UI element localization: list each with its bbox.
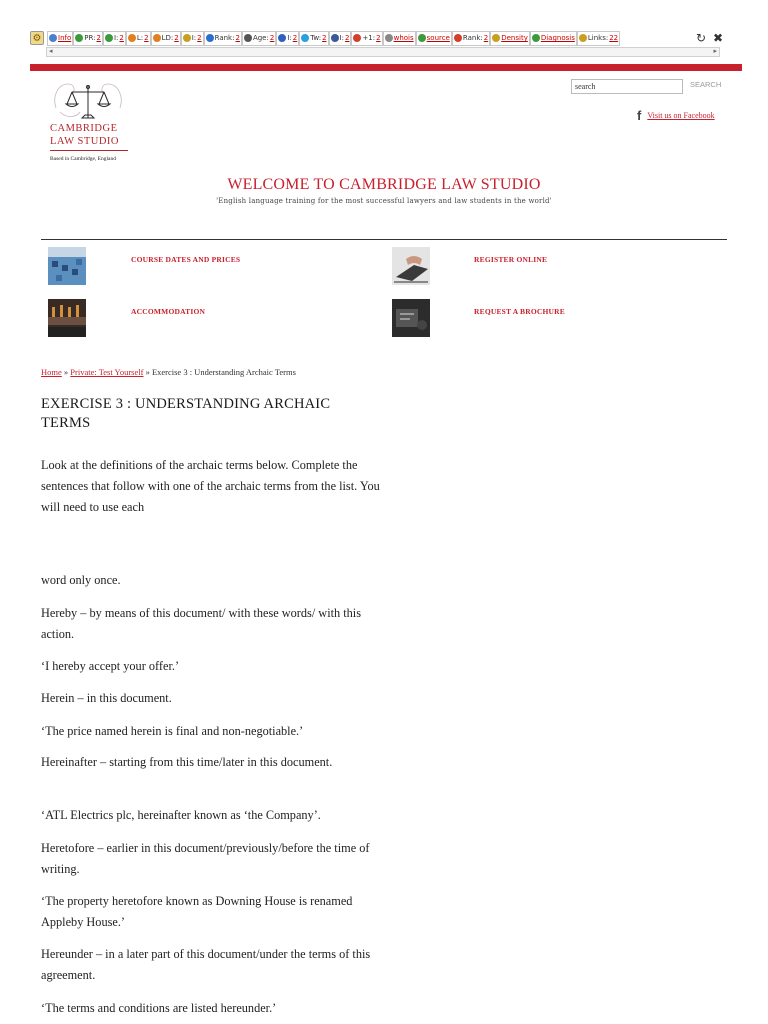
seo-metric-label: Age:: [252, 34, 269, 42]
seo-metric-value[interactable]: 2: [235, 34, 240, 42]
search-input[interactable]: [571, 79, 683, 94]
seo-toolbar-item[interactable]: [73, 31, 103, 46]
seo-metric-icon: [353, 34, 361, 42]
top-accent-bar: [30, 64, 742, 71]
seo-metric-icon: [183, 34, 191, 42]
register-online-thumbnail[interactable]: [392, 247, 430, 285]
article-paragraph: ‘The property heretofore known as Downing House is renamed Appleby House.’: [41, 894, 353, 929]
seo-metric-icon: [385, 34, 393, 42]
seo-toolbar-item[interactable]: [383, 31, 416, 46]
seo-toolbar-item[interactable]: [181, 31, 204, 46]
seo-metric-value[interactable]: 2: [174, 34, 179, 42]
settings-gear-icon[interactable]: ⚙: [30, 31, 44, 45]
brochure-thumbnail[interactable]: [392, 299, 430, 337]
seo-metric-icon: [75, 34, 83, 42]
seo-metric-icon: [244, 34, 252, 42]
logo-line1: CAMBRIDGE: [50, 123, 118, 134]
search-button[interactable]: SEARCH: [690, 80, 722, 89]
breadcrumb-separator: »: [61, 367, 71, 377]
seo-metric-icon: [278, 34, 286, 42]
logo-wordmark: [50, 122, 119, 148]
seo-metric-value[interactable]: 2: [344, 34, 350, 42]
seo-metric-value[interactable]: 2: [322, 34, 327, 42]
seo-toolbar-item[interactable]: [452, 31, 490, 46]
seo-toolbar-item[interactable]: [329, 31, 352, 46]
seo-toolbar-item[interactable]: [151, 31, 181, 46]
seo-metric-label: Rank:: [214, 34, 235, 42]
seo-metric-value[interactable]: 2: [144, 34, 149, 42]
seo-metric-value[interactable]: 2: [269, 34, 275, 42]
seo-toolbar-item[interactable]: [103, 31, 126, 46]
seo-metric-label: Links:: [587, 34, 609, 42]
breadcrumb: [41, 367, 296, 377]
logo-divider: [50, 150, 128, 151]
accommodation-thumbnail[interactable]: [48, 299, 86, 337]
facebook-link[interactable]: Visit us on Facebook: [647, 111, 715, 120]
seo-toolbar-item[interactable]: [416, 31, 452, 46]
seo-metric-icon: [492, 34, 500, 42]
toolbar-scrollbar[interactable]: [46, 47, 720, 57]
seo-metric-label: I:: [191, 34, 197, 42]
seo-metric-icon: [105, 34, 113, 42]
nav-request-brochure[interactable]: REQUEST A BROCHURE: [474, 307, 565, 316]
seo-metric-label: I:: [113, 34, 119, 42]
seo-metric-icon: [153, 34, 161, 42]
seo-metric-label: I:: [287, 34, 292, 42]
scroll-right-icon[interactable]: ▸: [713, 47, 717, 55]
seo-metric-icon: [331, 34, 339, 42]
article-paragraph: Hereby – by means of this document/ with these words/ with this action.: [41, 606, 362, 641]
article-paragraph: word only once.: [41, 573, 121, 587]
refresh-icon[interactable]: ↻: [695, 30, 707, 45]
breadcrumb-test-yourself[interactable]: Private: Test Yourself: [70, 367, 144, 377]
article-paragraph: Hereunder – in a later part of this document/under the terms of this agreement.: [41, 947, 371, 982]
seo-metric-value[interactable]: 2: [197, 34, 202, 42]
seo-toolbar-item[interactable]: [490, 31, 530, 46]
scales-of-justice-icon: [50, 78, 126, 122]
seo-metric-label: Tw:: [310, 34, 322, 42]
seo-metric-label: +1:: [362, 34, 376, 42]
seo-metric-value[interactable]: 2: [96, 34, 101, 42]
seo-toolbar-item[interactable]: [299, 31, 328, 46]
seo-toolbar-item[interactable]: [204, 31, 242, 46]
course-dates-thumbnail[interactable]: [48, 247, 86, 285]
breadcrumb-current: Exercise 3 : Understanding Archaic Terms: [151, 367, 296, 377]
article-paragraph: Heretofore – earlier in this document/previously/before the time of writing.: [41, 841, 370, 876]
seo-toolbar: [30, 30, 726, 60]
seo-metric-label[interactable]: whois: [393, 34, 414, 42]
breadcrumb-home[interactable]: Home: [41, 367, 62, 377]
seo-metric-label: Rank:: [462, 34, 483, 42]
nav-course-dates[interactable]: COURSE DATES AND PRICES: [131, 255, 241, 264]
seo-metric-value[interactable]: 2: [292, 34, 298, 42]
article-paragraph: ‘I hereby accept your offer.’: [41, 659, 180, 673]
seo-metric-label[interactable]: Info: [58, 34, 72, 42]
seo-metric-label[interactable]: Diagnosis: [540, 34, 575, 42]
seo-metric-icon: [454, 34, 462, 42]
logo-tagline: Based in Cambridge, England: [50, 156, 116, 162]
seo-metric-icon: [418, 34, 426, 42]
seo-toolbar-item[interactable]: [276, 31, 299, 46]
seo-toolbar-item[interactable]: [242, 31, 276, 46]
logo-line2: LAW STUDIO: [50, 136, 119, 147]
seo-metric-icon: [128, 34, 136, 42]
seo-metric-value[interactable]: 2: [119, 34, 124, 42]
article-paragraph: Herein – in this document.: [41, 691, 172, 705]
breadcrumb-separator: »: [143, 367, 152, 377]
seo-metric-label: L:: [136, 34, 144, 42]
article-title: EXERCISE 3 : UNDERSTANDING ARCHAIC TERMS: [41, 396, 331, 431]
header-divider: [41, 239, 727, 240]
seo-metric-value[interactable]: 2: [483, 34, 489, 42]
seo-metric-label: LD:: [161, 34, 174, 42]
seo-metric-value[interactable]: 22: [609, 34, 619, 42]
seo-metric-label[interactable]: Density: [501, 34, 528, 42]
seo-metric-icon: [49, 34, 57, 42]
seo-toolbar-item[interactable]: [577, 31, 620, 46]
facebook-icon[interactable]: f: [637, 108, 642, 123]
nav-register-online[interactable]: REGISTER ONLINE: [474, 255, 548, 264]
seo-toolbar-item[interactable]: [47, 31, 73, 46]
article-paragraph: ‘ATL Electrics plc, hereinafter known as ‘the Company’.: [41, 808, 321, 822]
seo-metric-icon: [532, 34, 540, 42]
seo-toolbar-items: [30, 30, 620, 46]
article-paragraph: Hereinafter – starting from this time/later in this document.: [41, 755, 333, 769]
facebook-link-row: [637, 108, 715, 123]
article-intro: Look at the definitions of the archaic terms below. Complete the sentences that follow with one of the archaic terms from the list. You will need to use each: [41, 458, 380, 514]
seo-metric-label: PR:: [84, 34, 96, 42]
seo-metric-icon: [579, 34, 587, 42]
seo-metric-value[interactable]: 2: [376, 34, 381, 42]
nav-accommodation[interactable]: ACCOMMODATION: [131, 307, 206, 316]
scroll-left-icon[interactable]: ◂: [49, 47, 53, 55]
seo-metric-label[interactable]: source: [426, 34, 450, 42]
article-paragraph: ‘The terms and conditions are listed hereunder.’: [41, 1001, 277, 1015]
seo-toolbar-item[interactable]: [530, 31, 577, 46]
article-paragraph: ‘The price named herein is final and non-negotiable.’: [41, 724, 304, 738]
seo-metric-icon: [206, 34, 214, 42]
close-icon[interactable]: ✖: [712, 30, 724, 45]
seo-toolbar-item[interactable]: [351, 31, 382, 46]
seo-toolbar-item[interactable]: [126, 31, 151, 46]
page-subtitle: 'English language training for the most successful lawyers and law students in the world': [216, 197, 552, 205]
seo-metric-label: I:: [339, 34, 344, 42]
page-title: WELCOME TO CAMBRIDGE LAW STUDIO: [227, 176, 541, 193]
seo-metric-icon: [301, 34, 309, 42]
